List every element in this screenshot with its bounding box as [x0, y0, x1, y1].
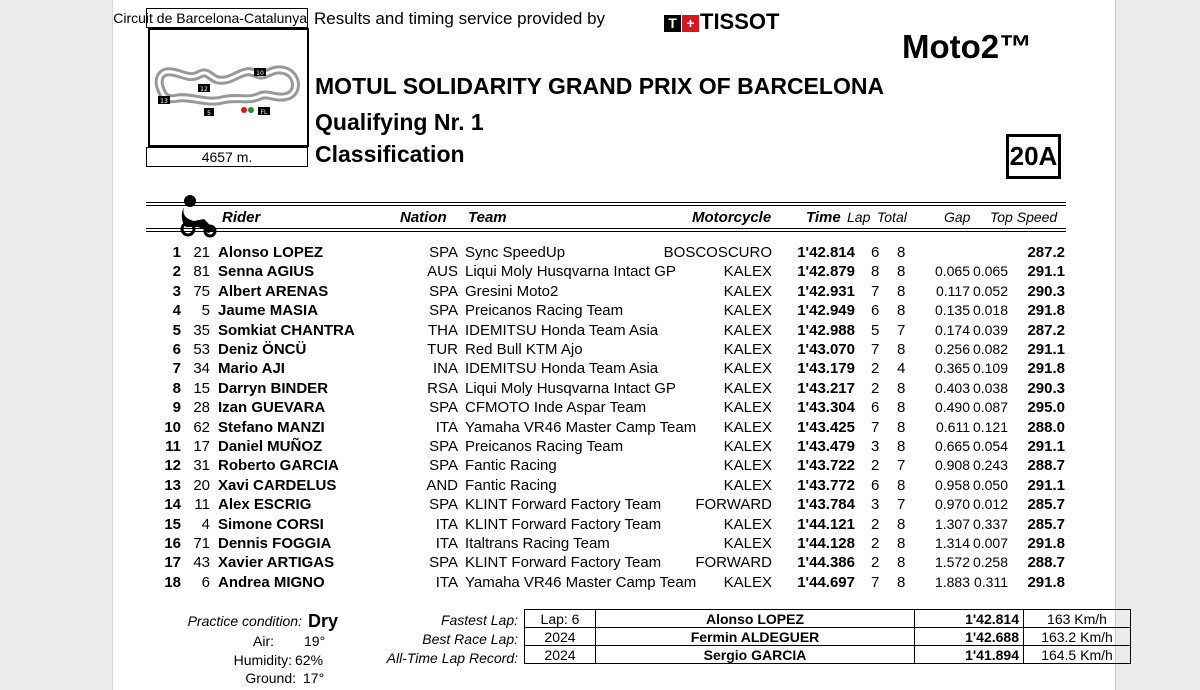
sponsor-logo: T + TISSOT — [664, 9, 779, 35]
table-row — [0, 496, 1200, 515]
row-total-laps: 8 — [897, 399, 906, 417]
humidity-label: Humidity: — [233, 652, 292, 668]
row-nation: ITA — [435, 418, 458, 436]
row-rider: Albert ARENAS — [218, 282, 329, 300]
row-time: 1'43.070 — [797, 341, 855, 358]
row-motorcycle: KALEX — [723, 438, 772, 455]
table-row — [0, 516, 1200, 535]
row-gap-first: 1.314 — [934, 535, 970, 551]
row-time: 1'43.179 — [797, 360, 855, 378]
row-total-laps: 7 — [897, 321, 906, 339]
row-motorcycle: FORWARD — [695, 496, 772, 514]
row-team: Yamaha VR46 Master Camp Team — [465, 418, 697, 436]
row-time: 1'43.217 — [797, 379, 855, 397]
row-rider: Darryn BINDER — [218, 379, 329, 397]
row-position: 12 — [164, 457, 181, 475]
svg-text:5: 5 — [207, 110, 211, 117]
row-top-speed: 287.2 — [1027, 244, 1065, 261]
record-speed: 163.2 Km/h — [1024, 628, 1131, 646]
row-gap-first: 1.307 — [934, 515, 970, 532]
row-top-speed: 291.8 — [1027, 535, 1065, 552]
row-time: 1'43.784 — [797, 496, 855, 514]
humidity-value: 62% — [295, 652, 324, 668]
record-time: 1'42.814 — [915, 610, 1024, 628]
row-lap: 2 — [871, 515, 880, 533]
record-time: 1'42.688 — [915, 628, 1024, 646]
event-title: MOTUL SOLIDARITY GRAND PRIX OF BARCELONA — [315, 73, 885, 99]
row-team: Sync SpeedUp — [465, 244, 566, 261]
row-motorcycle: KALEX — [723, 360, 772, 378]
col-rider: Rider — [222, 209, 261, 226]
record-row — [525, 646, 1131, 664]
air-value: 19° — [304, 633, 326, 649]
row-total-laps: 8 — [897, 418, 906, 436]
row-number: 53 — [193, 341, 210, 358]
row-rider: Senna AGIUS — [218, 263, 315, 281]
row-lap: 6 — [871, 476, 880, 494]
row-gap-first: 0.256 — [934, 341, 970, 357]
row-position: 11 — [165, 438, 181, 455]
row-gap-first: 0.611 — [936, 418, 970, 435]
row-gap-first: 0.403 — [934, 379, 970, 396]
row-nation: SPA — [429, 457, 458, 475]
record-col1: Lap: 6 — [525, 610, 596, 628]
row-nation: SPA — [429, 554, 458, 572]
motorcycle-rider-icon — [178, 193, 218, 237]
row-total-laps: 8 — [897, 244, 906, 261]
row-team: Fantic Racing — [465, 476, 557, 494]
row-team: Yamaha VR46 Master Camp Team — [465, 573, 697, 591]
table-row — [0, 438, 1200, 457]
row-time: 1'44.128 — [797, 535, 855, 552]
row-gap-previous: 0.337 — [972, 515, 1008, 532]
row-gap-first: 1.572 — [934, 554, 970, 571]
row-total-laps: 7 — [897, 496, 906, 514]
divider — [146, 228, 1066, 229]
col-team: Team — [468, 209, 507, 226]
row-gap-first: 0.490 — [934, 399, 970, 416]
table-row — [0, 380, 1200, 399]
row-rider: Stefano MANZI — [218, 418, 325, 436]
row-team: Red Bull KTM Ajo — [465, 341, 583, 358]
table-row — [0, 302, 1200, 321]
document-code: 20A — [1006, 134, 1061, 179]
row-total-laps: 8 — [897, 302, 906, 320]
finish-marker — [248, 107, 254, 113]
row-total-laps: 7 — [897, 457, 906, 475]
row-team: Liqui Moly Husqvarna Intact GP — [465, 379, 676, 397]
row-team: Fantic Racing — [465, 457, 557, 475]
row-nation: ITA — [435, 573, 458, 591]
row-time: 1'42.814 — [797, 244, 855, 261]
row-rider: Somkiat CHANTRA — [218, 321, 355, 339]
row-motorcycle: KALEX — [723, 379, 772, 397]
row-nation: TUR — [427, 341, 458, 358]
row-rider: Simone CORSI — [218, 515, 324, 533]
session-title: Qualifying Nr. 1 — [315, 109, 484, 135]
col-time: Time — [806, 209, 841, 226]
row-team: Liqui Moly Husqvarna Intact GP — [465, 263, 676, 281]
record-speed: 164.5 Km/h — [1024, 646, 1131, 664]
tissot-t-icon: T — [664, 15, 681, 32]
row-motorcycle: KALEX — [723, 282, 772, 300]
row-gap-previous: 0.311 — [974, 573, 1008, 590]
row-top-speed: 290.3 — [1027, 379, 1065, 397]
row-time: 1'42.879 — [797, 263, 855, 281]
row-rider: Dennis FOGGIA — [218, 535, 332, 552]
row-gap-previous: 0.050 — [972, 476, 1008, 493]
row-number: 5 — [201, 302, 210, 320]
row-motorcycle: KALEX — [723, 321, 772, 339]
row-nation: SPA — [429, 302, 458, 320]
row-lap: 2 — [871, 554, 880, 572]
start-marker — [241, 107, 247, 113]
row-total-laps: 8 — [897, 438, 906, 455]
col-top-speed: Top Speed — [990, 209, 1058, 225]
record-rider: Alonso LOPEZ — [596, 610, 915, 628]
row-gap-previous: 0.258 — [972, 554, 1008, 571]
records-table — [524, 609, 1131, 664]
record-time: 1'41.894 — [915, 646, 1024, 664]
table-row — [0, 554, 1200, 573]
row-gap-first: 0.665 — [934, 438, 970, 454]
divider — [146, 202, 1066, 203]
row-gap-first: 0.958 — [934, 476, 970, 493]
row-number: 43 — [193, 554, 210, 572]
divider — [146, 231, 1066, 232]
row-total-laps: 8 — [897, 282, 906, 300]
row-position: 3 — [172, 282, 181, 300]
circuit-name: Circuit de Barcelona-Catalunya — [113, 10, 307, 26]
row-time: 1'44.386 — [797, 554, 855, 572]
row-top-speed: 285.7 — [1027, 515, 1065, 533]
row-rider: Roberto GARCIA — [218, 457, 339, 475]
svg-text:13: 13 — [160, 98, 168, 105]
row-position: 7 — [172, 360, 181, 378]
record-speed: 163 Km/h — [1024, 610, 1131, 628]
row-time: 1'43.479 — [797, 438, 855, 455]
row-rider: Alex ESCRIG — [218, 496, 312, 514]
row-number: 20 — [193, 476, 210, 494]
row-rider: Mario AJI — [218, 360, 285, 378]
table-row — [0, 322, 1200, 341]
table-row — [0, 283, 1200, 302]
row-top-speed: 288.0 — [1027, 418, 1065, 436]
row-top-speed: 290.3 — [1027, 282, 1065, 300]
row-nation: ITA — [435, 515, 458, 533]
col-nation: Nation — [400, 209, 447, 226]
row-gap-first: 0.065 — [934, 263, 970, 280]
row-position: 2 — [172, 263, 181, 281]
row-motorcycle: KALEX — [723, 515, 772, 533]
row-rider: Xavi CARDELUS — [218, 476, 337, 494]
document-type: Classification — [315, 141, 465, 167]
svg-text:12: 12 — [200, 86, 208, 93]
table-row — [0, 244, 1200, 263]
row-lap: 3 — [871, 438, 880, 455]
row-team: KLINT Forward Factory Team — [465, 554, 662, 572]
row-position: 14 — [164, 496, 181, 514]
divider — [146, 205, 1066, 206]
row-total-laps: 8 — [897, 573, 906, 591]
circuit-map — [148, 28, 309, 147]
record-label: Fastest Lap: — [440, 612, 518, 628]
row-total-laps: 8 — [897, 341, 906, 358]
col-total: Total — [877, 209, 907, 225]
row-position: 6 — [172, 341, 181, 358]
row-nation: SPA — [429, 244, 458, 261]
row-lap: 7 — [871, 573, 880, 591]
row-top-speed: 285.7 — [1027, 496, 1065, 514]
row-team: Preicanos Racing Team — [465, 302, 624, 320]
row-total-laps: 8 — [897, 554, 906, 572]
row-number: 17 — [193, 438, 210, 455]
row-motorcycle: BOSCOSCURO — [663, 244, 772, 261]
row-motorcycle: KALEX — [723, 457, 772, 475]
record-label: Best Race Lap: — [422, 631, 518, 647]
row-total-laps: 4 — [897, 360, 906, 378]
row-time: 1'42.949 — [797, 302, 855, 320]
row-team: Gresini Moto2 — [465, 282, 559, 300]
row-motorcycle: KALEX — [723, 399, 772, 417]
row-top-speed: 288.7 — [1027, 554, 1065, 572]
row-motorcycle: KALEX — [723, 535, 772, 552]
row-number: 28 — [193, 399, 210, 417]
row-position: 18 — [164, 573, 181, 591]
row-gap-previous: 0.087 — [972, 399, 1008, 416]
row-rider: Daniel MUÑOZ — [218, 438, 323, 455]
row-motorcycle: KALEX — [723, 263, 772, 281]
table-row — [0, 419, 1200, 438]
row-number: 15 — [193, 379, 210, 397]
row-motorcycle: KALEX — [723, 476, 772, 494]
row-gap-previous: 0.038 — [972, 379, 1008, 396]
row-gap-previous: 0.052 — [972, 282, 1008, 299]
row-team: Italtrans Racing Team — [465, 535, 610, 552]
row-nation: AUS — [427, 263, 458, 281]
row-gap-previous: 0.109 — [972, 360, 1008, 377]
row-team: IDEMITSU Honda Team Asia — [465, 360, 659, 378]
row-lap: 8 — [871, 263, 880, 281]
row-position: 17 — [164, 554, 181, 572]
svg-text:FL: FL — [260, 109, 268, 116]
row-lap: 2 — [871, 535, 880, 552]
record-col1: 2024 — [525, 628, 596, 646]
table-row — [0, 399, 1200, 418]
row-rider: Alonso LOPEZ — [218, 244, 323, 261]
row-number: 11 — [194, 496, 210, 514]
record-rider: Sergio GARCIA — [596, 646, 915, 664]
class-title: Moto2™ — [902, 28, 1033, 65]
row-time: 1'44.121 — [797, 515, 855, 533]
row-number: 62 — [193, 418, 210, 436]
row-time: 1'43.722 — [797, 457, 855, 475]
row-nation: ITA — [435, 535, 458, 552]
row-time: 1'43.772 — [797, 476, 855, 494]
row-top-speed: 291.1 — [1027, 476, 1065, 494]
swiss-cross-icon: + — [682, 15, 699, 32]
row-rider: Deniz ÖNCÜ — [218, 341, 307, 358]
table-row — [0, 360, 1200, 379]
row-top-speed: 287.2 — [1027, 321, 1065, 339]
row-number: 4 — [201, 515, 210, 533]
row-motorcycle: KALEX — [723, 302, 772, 320]
row-number: 34 — [193, 360, 210, 378]
row-gap-previous: 0.054 — [972, 438, 1008, 454]
row-team: KLINT Forward Factory Team — [465, 496, 662, 514]
row-total-laps: 8 — [897, 535, 906, 552]
row-total-laps: 8 — [897, 515, 906, 533]
row-team: KLINT Forward Factory Team — [465, 515, 662, 533]
row-lap: 2 — [871, 360, 880, 378]
row-number: 6 — [201, 573, 210, 591]
row-time: 1'44.697 — [797, 573, 855, 591]
row-number: 35 — [193, 321, 210, 339]
row-total-laps: 8 — [897, 263, 906, 281]
row-lap: 5 — [871, 321, 880, 339]
row-gap-first: 0.135 — [934, 302, 970, 319]
row-gap-previous: 0.121 — [972, 418, 1008, 435]
row-nation: THA — [428, 321, 458, 339]
row-gap-first: 0.174 — [934, 321, 970, 338]
row-position: 4 — [172, 302, 181, 320]
row-time: 1'43.425 — [797, 418, 855, 436]
row-position: 16 — [164, 535, 181, 552]
col-gap: Gap — [944, 209, 971, 225]
practice-condition-value: Dry — [308, 611, 339, 631]
row-nation: SPA — [429, 496, 458, 514]
row-gap-previous: 0.018 — [972, 302, 1008, 319]
row-rider: Andrea MIGNO — [218, 573, 325, 591]
row-gap-previous: 0.012 — [972, 496, 1008, 513]
row-lap: 6 — [871, 302, 880, 320]
col-lap: Lap — [847, 209, 871, 225]
row-lap: 7 — [871, 282, 880, 300]
row-gap-previous: 0.065 — [972, 263, 1008, 280]
record-label: All-Time Lap Record: — [386, 650, 518, 666]
row-position: 5 — [172, 321, 181, 339]
row-lap: 6 — [871, 244, 880, 261]
table-row — [0, 477, 1200, 496]
row-gap-first: 0.365 — [934, 360, 970, 377]
svg-text:10: 10 — [256, 70, 264, 77]
row-time: 1'42.931 — [797, 282, 855, 300]
row-time: 1'43.304 — [797, 399, 855, 417]
circuit-length: 4657 m. — [146, 147, 308, 167]
record-rider: Fermin ALDEGUER — [596, 628, 915, 646]
row-position: 8 — [172, 379, 181, 397]
row-nation: INA — [432, 360, 458, 378]
table-row — [0, 535, 1200, 554]
row-lap: 7 — [871, 341, 880, 358]
air-label: Air: — [253, 633, 274, 649]
row-lap: 2 — [871, 379, 880, 397]
row-gap-first: 1.883 — [934, 573, 970, 590]
row-position: 15 — [164, 515, 181, 533]
table-row — [0, 341, 1200, 360]
col-motorcycle: Motorcycle — [692, 209, 772, 226]
row-gap-previous: 0.007 — [972, 535, 1008, 551]
row-nation: AND — [426, 476, 458, 494]
row-number: 71 — [193, 535, 210, 552]
row-team: CFMOTO Inde Aspar Team — [465, 399, 647, 417]
table-row — [0, 574, 1200, 593]
row-number: 31 — [193, 457, 210, 475]
record-row — [525, 610, 1131, 628]
row-motorcycle: KALEX — [723, 573, 772, 591]
record-col1: 2024 — [525, 646, 596, 664]
row-team: IDEMITSU Honda Team Asia — [465, 321, 659, 339]
row-position: 10 — [164, 418, 181, 436]
practice-condition-label: Practice condition: — [187, 613, 302, 629]
row-lap: 7 — [871, 418, 880, 436]
table-row — [0, 457, 1200, 476]
row-gap-first: 0.117 — [936, 282, 970, 299]
row-top-speed: 291.8 — [1027, 302, 1065, 320]
row-gap-first: 0.970 — [934, 496, 970, 513]
row-total-laps: 8 — [897, 379, 906, 397]
row-gap-previous: 0.039 — [972, 321, 1008, 338]
row-position: 9 — [172, 399, 181, 417]
row-gap-previous: 0.243 — [972, 457, 1008, 474]
row-rider: Izan GUEVARA — [218, 399, 326, 417]
row-nation: SPA — [429, 438, 458, 455]
row-number: 75 — [193, 282, 210, 300]
row-motorcycle: KALEX — [723, 341, 772, 358]
row-rider: Xavier ARTIGAS — [218, 554, 335, 572]
row-top-speed: 291.1 — [1027, 341, 1065, 358]
row-time: 1'42.988 — [797, 321, 855, 339]
row-top-speed: 295.0 — [1027, 399, 1065, 417]
ground-label: Ground: — [245, 670, 296, 686]
row-nation: SPA — [429, 399, 458, 417]
row-lap: 6 — [871, 399, 880, 417]
row-gap-previous: 0.082 — [972, 341, 1008, 357]
row-position: 13 — [164, 476, 181, 494]
row-gap-first: 0.908 — [934, 457, 970, 474]
row-team: Preicanos Racing Team — [465, 438, 624, 455]
row-rider: Jaume MASIA — [218, 302, 319, 320]
row-top-speed: 291.1 — [1027, 438, 1065, 455]
row-nation: RSA — [427, 379, 458, 397]
row-total-laps: 8 — [897, 476, 906, 494]
row-top-speed: 288.7 — [1027, 457, 1065, 475]
row-motorcycle: FORWARD — [695, 554, 772, 572]
row-top-speed: 291.1 — [1027, 263, 1065, 281]
provided-by-text: Results and timing service provided by — [314, 9, 606, 28]
row-number: 81 — [193, 263, 210, 281]
ground-value: 17° — [303, 670, 325, 686]
row-number: 21 — [193, 244, 210, 261]
row-lap: 2 — [871, 457, 880, 475]
row-position: 1 — [172, 244, 181, 261]
row-top-speed: 291.8 — [1027, 360, 1065, 378]
row-motorcycle: KALEX — [723, 418, 772, 436]
table-row — [0, 263, 1200, 282]
row-top-speed: 291.8 — [1027, 573, 1065, 591]
record-row — [525, 628, 1131, 646]
track-layout-icon — [150, 30, 307, 145]
row-lap: 3 — [871, 496, 880, 514]
row-nation: SPA — [429, 282, 458, 300]
